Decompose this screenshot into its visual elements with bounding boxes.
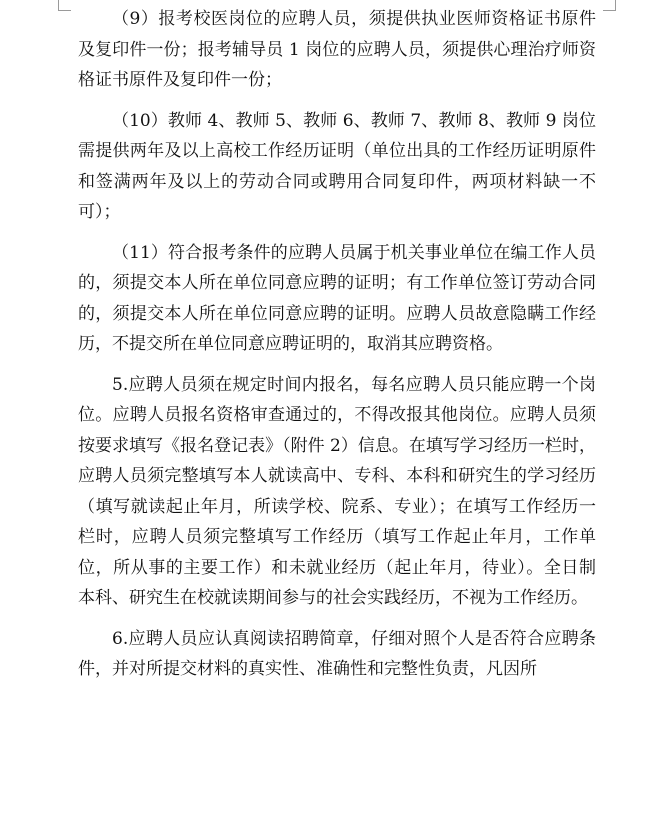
paragraph-section-6: 6.应聘人员应认真阅读招聘简章，仔细对照个人是否符合应聘条件，并对所提交材料的真实性、准确性和完整性负责，凡因所 <box>78 628 596 679</box>
paragraph-item-10: （10）教师 4、教师 5、教师 6、教师 7、教师 8、教师 9 岗位需提供两年及以上高校工作经历证明（单位出具的工作经历证明原件和签满两年及以上的劳动合同或聘用合同复印件，两项材料缺一不可）； <box>78 110 596 222</box>
paragraph-section-5: 5.应聘人员须在规定时间内报名，每名应聘人员只能应聘一个岗位。应聘人员报名资格审查通过的，不得改报其他岗位。应聘人员须按要求填写《报名登记表》（附件 2）信息。在填写学习经历一栏时，应聘人员须完整填写本人就读高中、专科、本科和研究生的学习经历（填写就读起止年月，所读学校、院系、专业）；在填写工作经历一栏时，应聘人员须完整填写工作经历（填写工作起止年月，工作单位，所从事的主要工作）和未就业经历（起止年月，待业）。全日制本科、研究生在校就读期间参与的社会实践经历，不视为工作经历。 <box>78 374 596 608</box>
paragraph-item-11: （11）符合报考条件的应聘人员属于机关事业单位在编工作人员的，须提交本人所在单位同意应聘的证明；有工作单位签订劳动合同的，须提交本人所在单位同意应聘的证明。应聘人员故意隐瞒工作经历，不提交所在单位同意应聘证明的，取消其应聘资格。 <box>78 242 596 354</box>
document-body <box>78 4 596 685</box>
paragraph-item-9: （9）报考校医岗位的应聘人员，须提供执业医师资格证书原件及复印件一份；报考辅导员 1 岗位的应聘人员，须提供心理治疗师资格证书原件及复印件一份； <box>78 9 596 90</box>
margin-corner-mark-right <box>603 0 616 11</box>
margin-corner-mark-left <box>58 0 71 11</box>
